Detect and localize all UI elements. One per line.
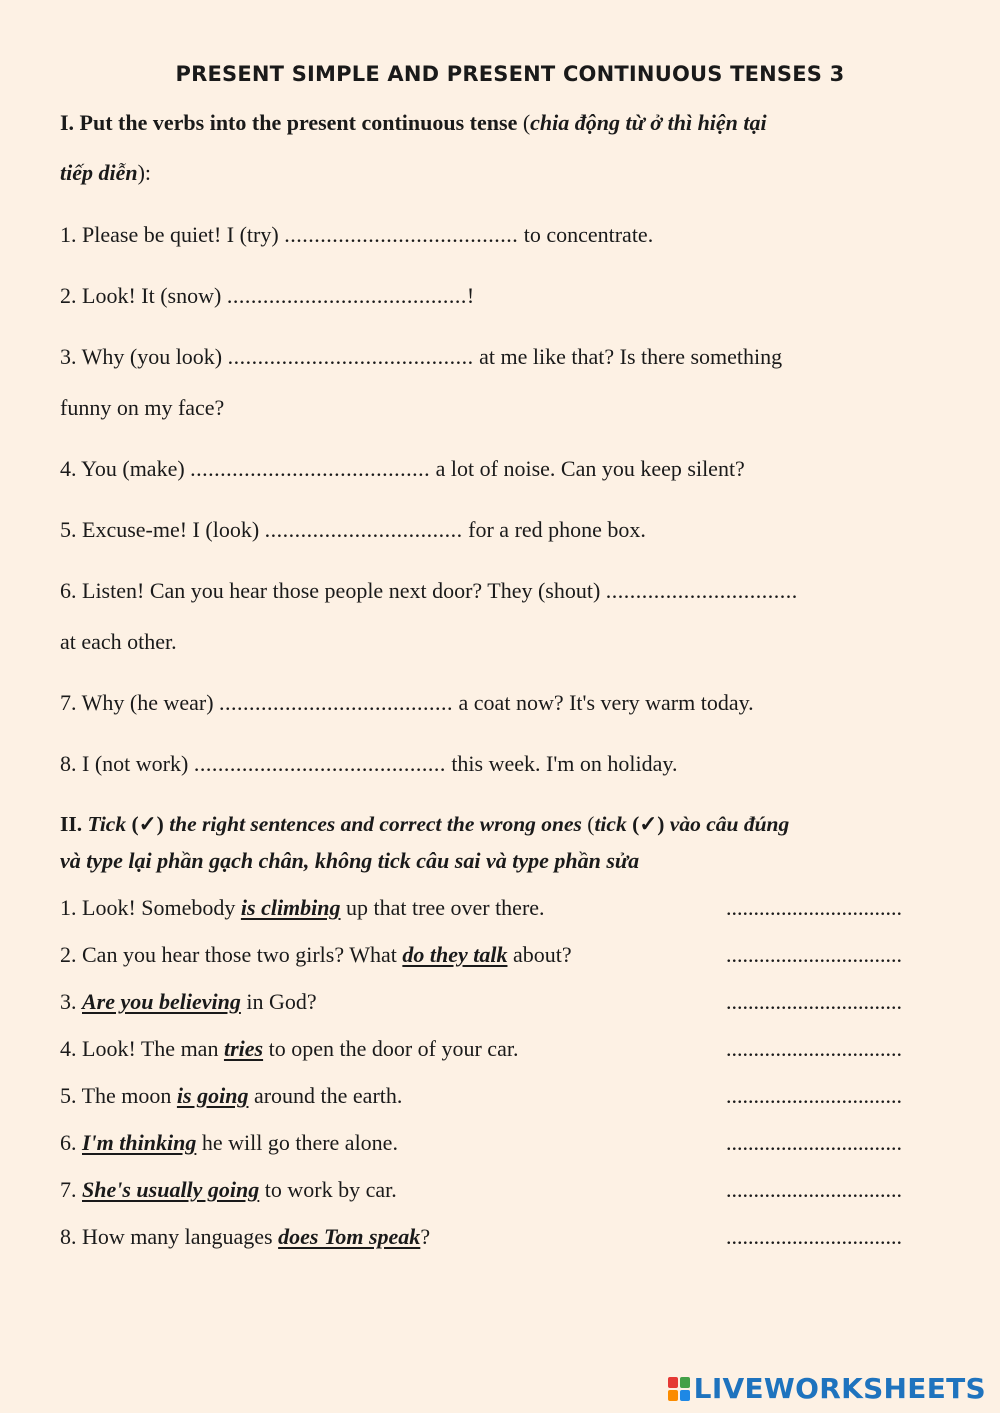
item-text: 7. Why (he wear): [60, 690, 220, 715]
logo-square: [668, 1377, 678, 1388]
section2-paren: (: [581, 812, 595, 836]
exercise1-item-5: [60, 517, 646, 543]
item-text: to work by car.: [259, 1177, 397, 1202]
underlined-phrase: does Tom speak: [278, 1224, 421, 1249]
exercise1-item-6-cont: at each other.: [60, 629, 177, 654]
answer-blank[interactable]: ........................................: [190, 456, 431, 481]
exercise2-item-3: [60, 989, 317, 1015]
item-text: 4. Look! The man: [60, 1036, 224, 1061]
brand-name: LIVEWORKSHEETS: [693, 1372, 986, 1405]
section1-heading-line2: [60, 160, 151, 186]
answer-blank[interactable]: ................................: [726, 942, 902, 967]
section1-heading-italic-2: tiếp diễn: [60, 160, 138, 185]
underlined-phrase: Are you believing: [82, 989, 241, 1014]
item-text: 6.: [60, 1130, 82, 1155]
item-text: around the earth.: [248, 1083, 403, 1108]
exercise1-item-3: [60, 344, 782, 370]
item-text: a coat now? It's very warm today.: [453, 690, 754, 715]
item-text: 1. Look! Somebody: [60, 895, 241, 920]
section1-heading-bold: I. Put the verbs into the present continuous tense: [60, 110, 518, 135]
underlined-phrase: I'm thinking: [82, 1130, 197, 1155]
answer-blank[interactable]: ................................: [726, 895, 902, 920]
liveworksheets-logo: [668, 1372, 986, 1405]
item-text: 7.: [60, 1177, 82, 1202]
item-text: about?: [507, 942, 572, 967]
item-text: 6. Listen! Can you hear those people next door? They (shout): [60, 578, 606, 603]
exercise1-item-6: [60, 578, 798, 604]
item-text: 5. The moon: [60, 1083, 177, 1108]
exercise2-item-6: [60, 1130, 398, 1156]
item-text: to concentrate.: [518, 222, 654, 247]
section2-heading-line2: và type lại phần gạch chân, không tick câu sai và type phần sửa: [60, 848, 640, 873]
exercise1-item-7: [60, 690, 754, 716]
item-text: 1. Please be quiet! I (try): [60, 222, 285, 247]
item-text: 4. You (make): [60, 456, 191, 481]
section1-heading-open: (: [517, 110, 531, 135]
logo-square: [680, 1377, 690, 1388]
section2-instruction: the right sentences and correct the wrong ones: [169, 812, 582, 836]
item-text: a lot of noise. Can you keep silent?: [430, 456, 745, 481]
exercise2-item-4: [60, 1036, 518, 1062]
underlined-phrase: do they talk: [402, 942, 508, 967]
exercise1-item-3-cont: funny on my face?: [60, 395, 225, 420]
exercise2-item-2: [60, 942, 572, 968]
answer-blank[interactable]: ................................: [726, 989, 902, 1014]
logo-square: [668, 1390, 678, 1401]
underlined-phrase: She's usually going: [82, 1177, 260, 1202]
section1-heading: [60, 110, 767, 136]
worksheet-title: PRESENT SIMPLE AND PRESENT CONTINUOUS TENSES 3: [175, 62, 845, 86]
item-text: ?: [420, 1224, 431, 1249]
item-text: up that tree over there.: [340, 895, 545, 920]
section1-heading-italic: chia động từ ở thì hiện tại: [530, 110, 767, 135]
item-text: for a red phone box.: [462, 517, 646, 542]
section2-instruction-vi: vào câu đúng: [669, 812, 790, 836]
logo-squares-icon: [668, 1377, 690, 1401]
item-text: to open the door of your car.: [263, 1036, 519, 1061]
section2-number: II.: [60, 812, 88, 836]
exercise2-item-8: [60, 1224, 430, 1250]
item-text: 2. Look! It (snow): [60, 283, 227, 308]
item-text: 3. Why (you look): [60, 344, 228, 369]
underlined-phrase: is climbing: [240, 895, 341, 920]
exercise1-item-8: [60, 751, 677, 777]
answer-blank[interactable]: .........................................: [227, 344, 474, 369]
exercise2-item-5: [60, 1083, 402, 1109]
section2-tick-word: Tick: [87, 812, 127, 836]
exercise2-item-1: [60, 895, 545, 921]
answer-blank[interactable]: ................................: [726, 1036, 902, 1061]
answer-blank[interactable]: ................................: [726, 1224, 902, 1249]
underlined-phrase: tries: [223, 1036, 264, 1061]
exercise1-item-4: [60, 456, 745, 482]
item-text: 2. Can you hear those two girls? What: [60, 942, 403, 967]
answer-blank[interactable]: ................................: [726, 1130, 902, 1155]
answer-blank[interactable]: ................................: [726, 1083, 902, 1108]
item-text: 3.: [60, 989, 82, 1014]
exercise2-item-7: [60, 1177, 397, 1203]
item-text: !: [466, 283, 475, 308]
section2-heading: [60, 812, 789, 837]
answer-blank[interactable]: ................................: [605, 578, 798, 603]
item-text: this week. I'm on holiday.: [445, 751, 678, 776]
logo-square: [680, 1390, 690, 1401]
section1-heading-close: ):: [137, 160, 152, 185]
check-mark-icon: (✓): [126, 812, 170, 836]
check-mark-icon: (✓): [626, 812, 670, 836]
exercise1-item-1: [60, 222, 653, 248]
underlined-phrase: is going: [176, 1083, 249, 1108]
item-text: 8. How many languages: [60, 1224, 279, 1249]
answer-blank[interactable]: .................................: [264, 517, 463, 542]
answer-blank[interactable]: .......................................: [219, 690, 454, 715]
item-text: in God?: [240, 989, 317, 1014]
item-text: at me like that? Is there something: [473, 344, 783, 369]
item-text: 5. Excuse-me! I (look): [60, 517, 265, 542]
item-text: 8. I (not work): [60, 751, 194, 776]
answer-blank[interactable]: .......................................: [284, 222, 519, 247]
answer-blank[interactable]: ..........................................: [193, 751, 446, 776]
answer-blank[interactable]: ................................: [726, 1177, 902, 1202]
item-text: he will go there alone.: [196, 1130, 398, 1155]
exercise1-item-2: [60, 283, 474, 309]
section2-tick-word-vi: tick: [594, 812, 627, 836]
answer-blank[interactable]: ........................................: [226, 283, 467, 308]
